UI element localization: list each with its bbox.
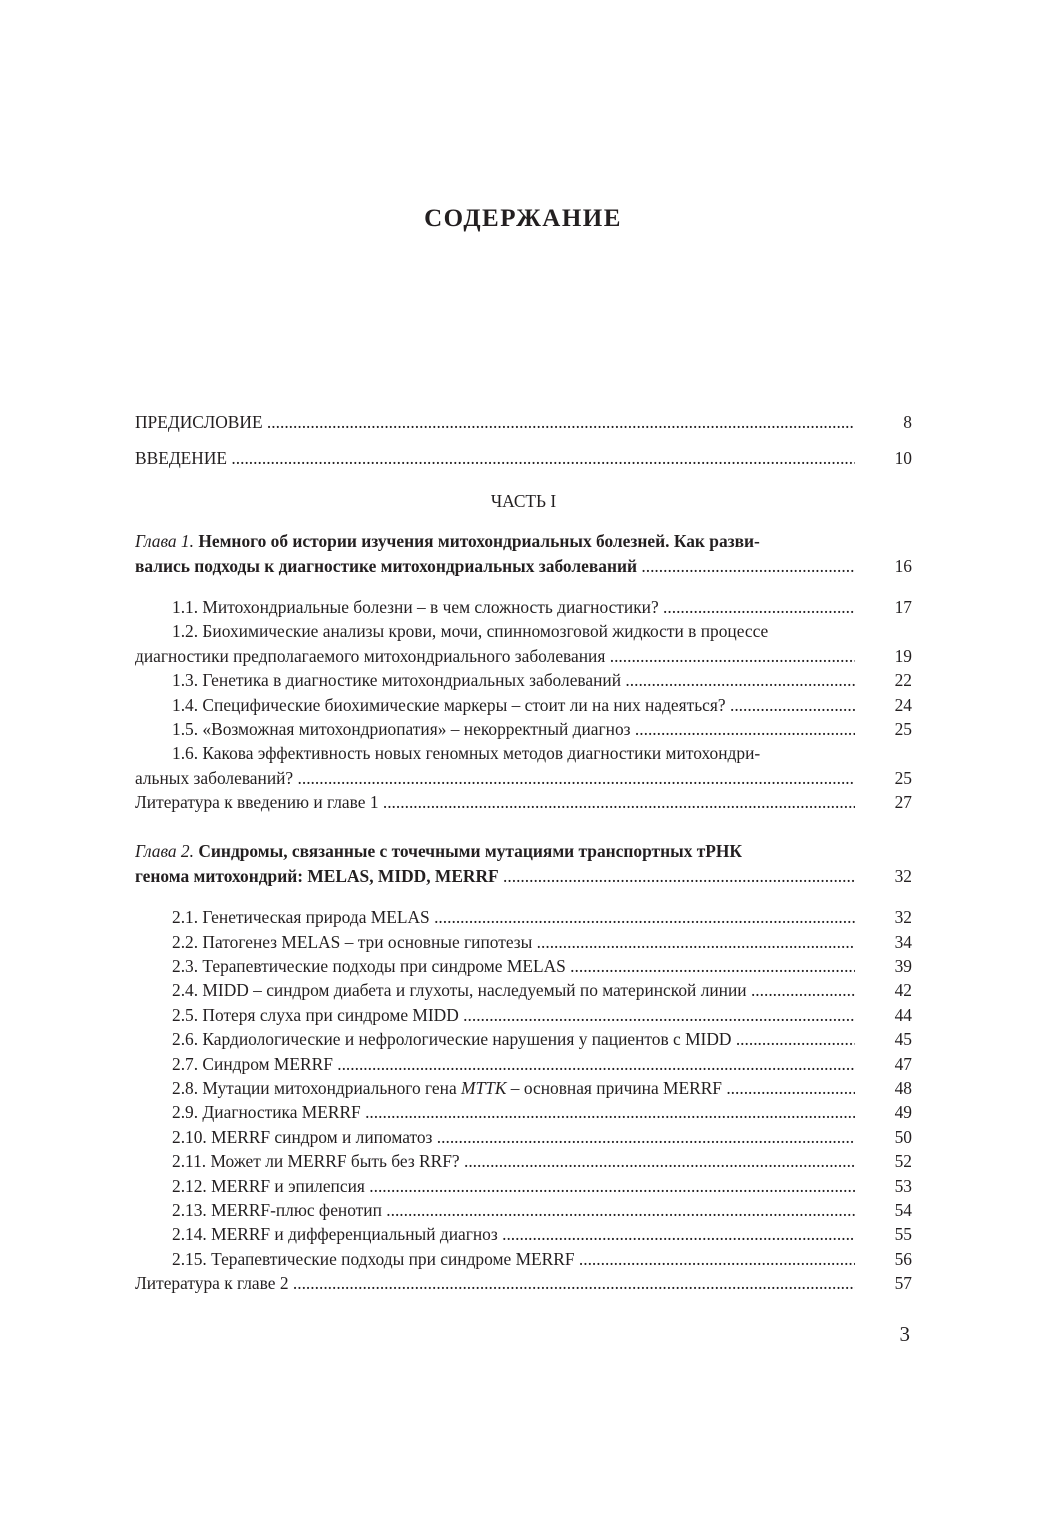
toc-page-number: 10 bbox=[894, 448, 912, 469]
toc-entry[interactable]: 1.6. Какова эффективность новых геномных методов диагностики митохондри- bbox=[172, 743, 761, 764]
toc-entry[interactable]: 2.7. Синдром MERRF ..... 47 bbox=[135, 1052, 912, 1076]
gene-name: MTTK bbox=[461, 1077, 507, 1098]
chapter-1-heading[interactable] bbox=[135, 529, 912, 553]
toc-entry[interactable]: 1.4. Специфические биохимические маркеры – стоит ли на них надеяться? ..... 24 bbox=[135, 693, 912, 717]
chapter-2-heading[interactable] bbox=[135, 839, 912, 863]
chapter-title-cont: вались подходы к диагностике митохондриальных заболеваний ..... bbox=[135, 554, 855, 578]
toc-entry-cont[interactable]: альных заболеваний? ..... 25 bbox=[135, 766, 912, 790]
toc-entry[interactable]: 1.1. Митохондриальные болезни – в чем сложность диагностики? ..... 17 bbox=[135, 595, 912, 619]
chapter-title-cont: генома митохондрий: MELAS, MIDD, MERRF ..... bbox=[135, 864, 855, 888]
toc-entry-cont[interactable]: диагностики предполагаемого митохондриального заболевания ..... 19 bbox=[135, 644, 912, 668]
toc-entry[interactable]: 1.5. «Возможная митохондриопатия» – некорректный диагноз ..... 25 bbox=[135, 717, 912, 741]
chapter-1-heading-cont[interactable] bbox=[135, 554, 912, 578]
chapter-title: Синдромы, связанные с точечными мутациями транспортных тРНК bbox=[198, 841, 743, 862]
page-title: СОДЕРЖАНИЕ bbox=[424, 205, 622, 232]
toc-entry[interactable]: 2.1. Генетическая природа MELAS ..... 32 bbox=[135, 905, 912, 929]
toc-entry[interactable]: 2.15. Терапевтические подходы при синдроме MERRF ..... 56 bbox=[135, 1247, 912, 1271]
toc-entry[interactable]: 1.3. Генетика в диагностике митохондриальных заболеваний ..... 22 bbox=[135, 668, 912, 692]
toc-entry[interactable]: 2.14. MERRF и дифференциальный диагноз ..... 55 bbox=[135, 1222, 912, 1246]
table-of-contents bbox=[135, 410, 912, 1296]
toc-entry[interactable]: 2.12. MERRF и эпилепсия ..... 53 bbox=[135, 1174, 912, 1198]
chapter-2-heading-cont[interactable] bbox=[135, 864, 912, 888]
toc-entry-literature[interactable]: Литература к введению и главе 1 ..... 27 bbox=[135, 790, 912, 814]
chapter-label: Глава 1. bbox=[135, 531, 194, 552]
toc-entry[interactable]: 1.2. Биохимические анализы крови, мочи, спинномозговой жидкости в процессе bbox=[172, 621, 769, 642]
toc-page-number: 16 bbox=[894, 555, 912, 576]
toc-entry-introduction[interactable] bbox=[135, 446, 912, 470]
toc-entry[interactable]: 2.4. MIDD – синдром диабета и глухоты, наследуемый по материнской линии ..... 42 bbox=[135, 978, 912, 1002]
toc-entry-text: ВВЕДЕНИЕ ..... bbox=[135, 446, 855, 470]
toc-entry[interactable]: 2.9. Диагностика MERRF ..... 49 bbox=[135, 1100, 912, 1124]
toc-entry-literature[interactable]: Литература к главе 2 ..... 57 bbox=[135, 1271, 912, 1295]
toc-entry[interactable]: 2.10. MERRF синдром и липоматоз ..... 50 bbox=[135, 1125, 912, 1149]
toc-entry[interactable]: 2.6. Кардиологические и нефрологические нарушения у пациентов с MIDD ..... 45 bbox=[135, 1027, 912, 1051]
chapter-label: Глава 2. bbox=[135, 841, 194, 862]
toc-entry[interactable]: 2.11. Может ли MERRF быть без RRF? ..... 52 bbox=[135, 1149, 912, 1173]
toc-page-number: 32 bbox=[894, 865, 912, 886]
toc-entry-preface[interactable] bbox=[135, 410, 912, 434]
toc-entry[interactable]: 2.8. Мутации митохондриального гена MTTK – основная причина MERRF ..... 48 bbox=[135, 1076, 912, 1100]
chapter-title: Немного об истории изучения митохондриальных болезней. Как разви- bbox=[198, 531, 760, 552]
toc-entry[interactable]: 2.2. Патогенез MELAS – три основные гипотезы ..... 34 bbox=[135, 930, 912, 954]
page-number: 3 bbox=[899, 1322, 910, 1346]
toc-page-number: 8 bbox=[903, 412, 912, 432]
toc-entry[interactable]: 2.3. Терапевтические подходы при синдроме MELAS ..... 39 bbox=[135, 954, 912, 978]
toc-entry[interactable]: 2.5. Потеря слуха при синдроме MIDD ..... 44 bbox=[135, 1003, 912, 1027]
part-heading: ЧАСТЬ I bbox=[490, 490, 557, 511]
toc-entry-text: ПРЕДИСЛОВИЕ ..... bbox=[135, 410, 855, 434]
toc-entry[interactable]: 2.13. MERRF-плюс фенотип ..... 54 bbox=[135, 1198, 912, 1222]
